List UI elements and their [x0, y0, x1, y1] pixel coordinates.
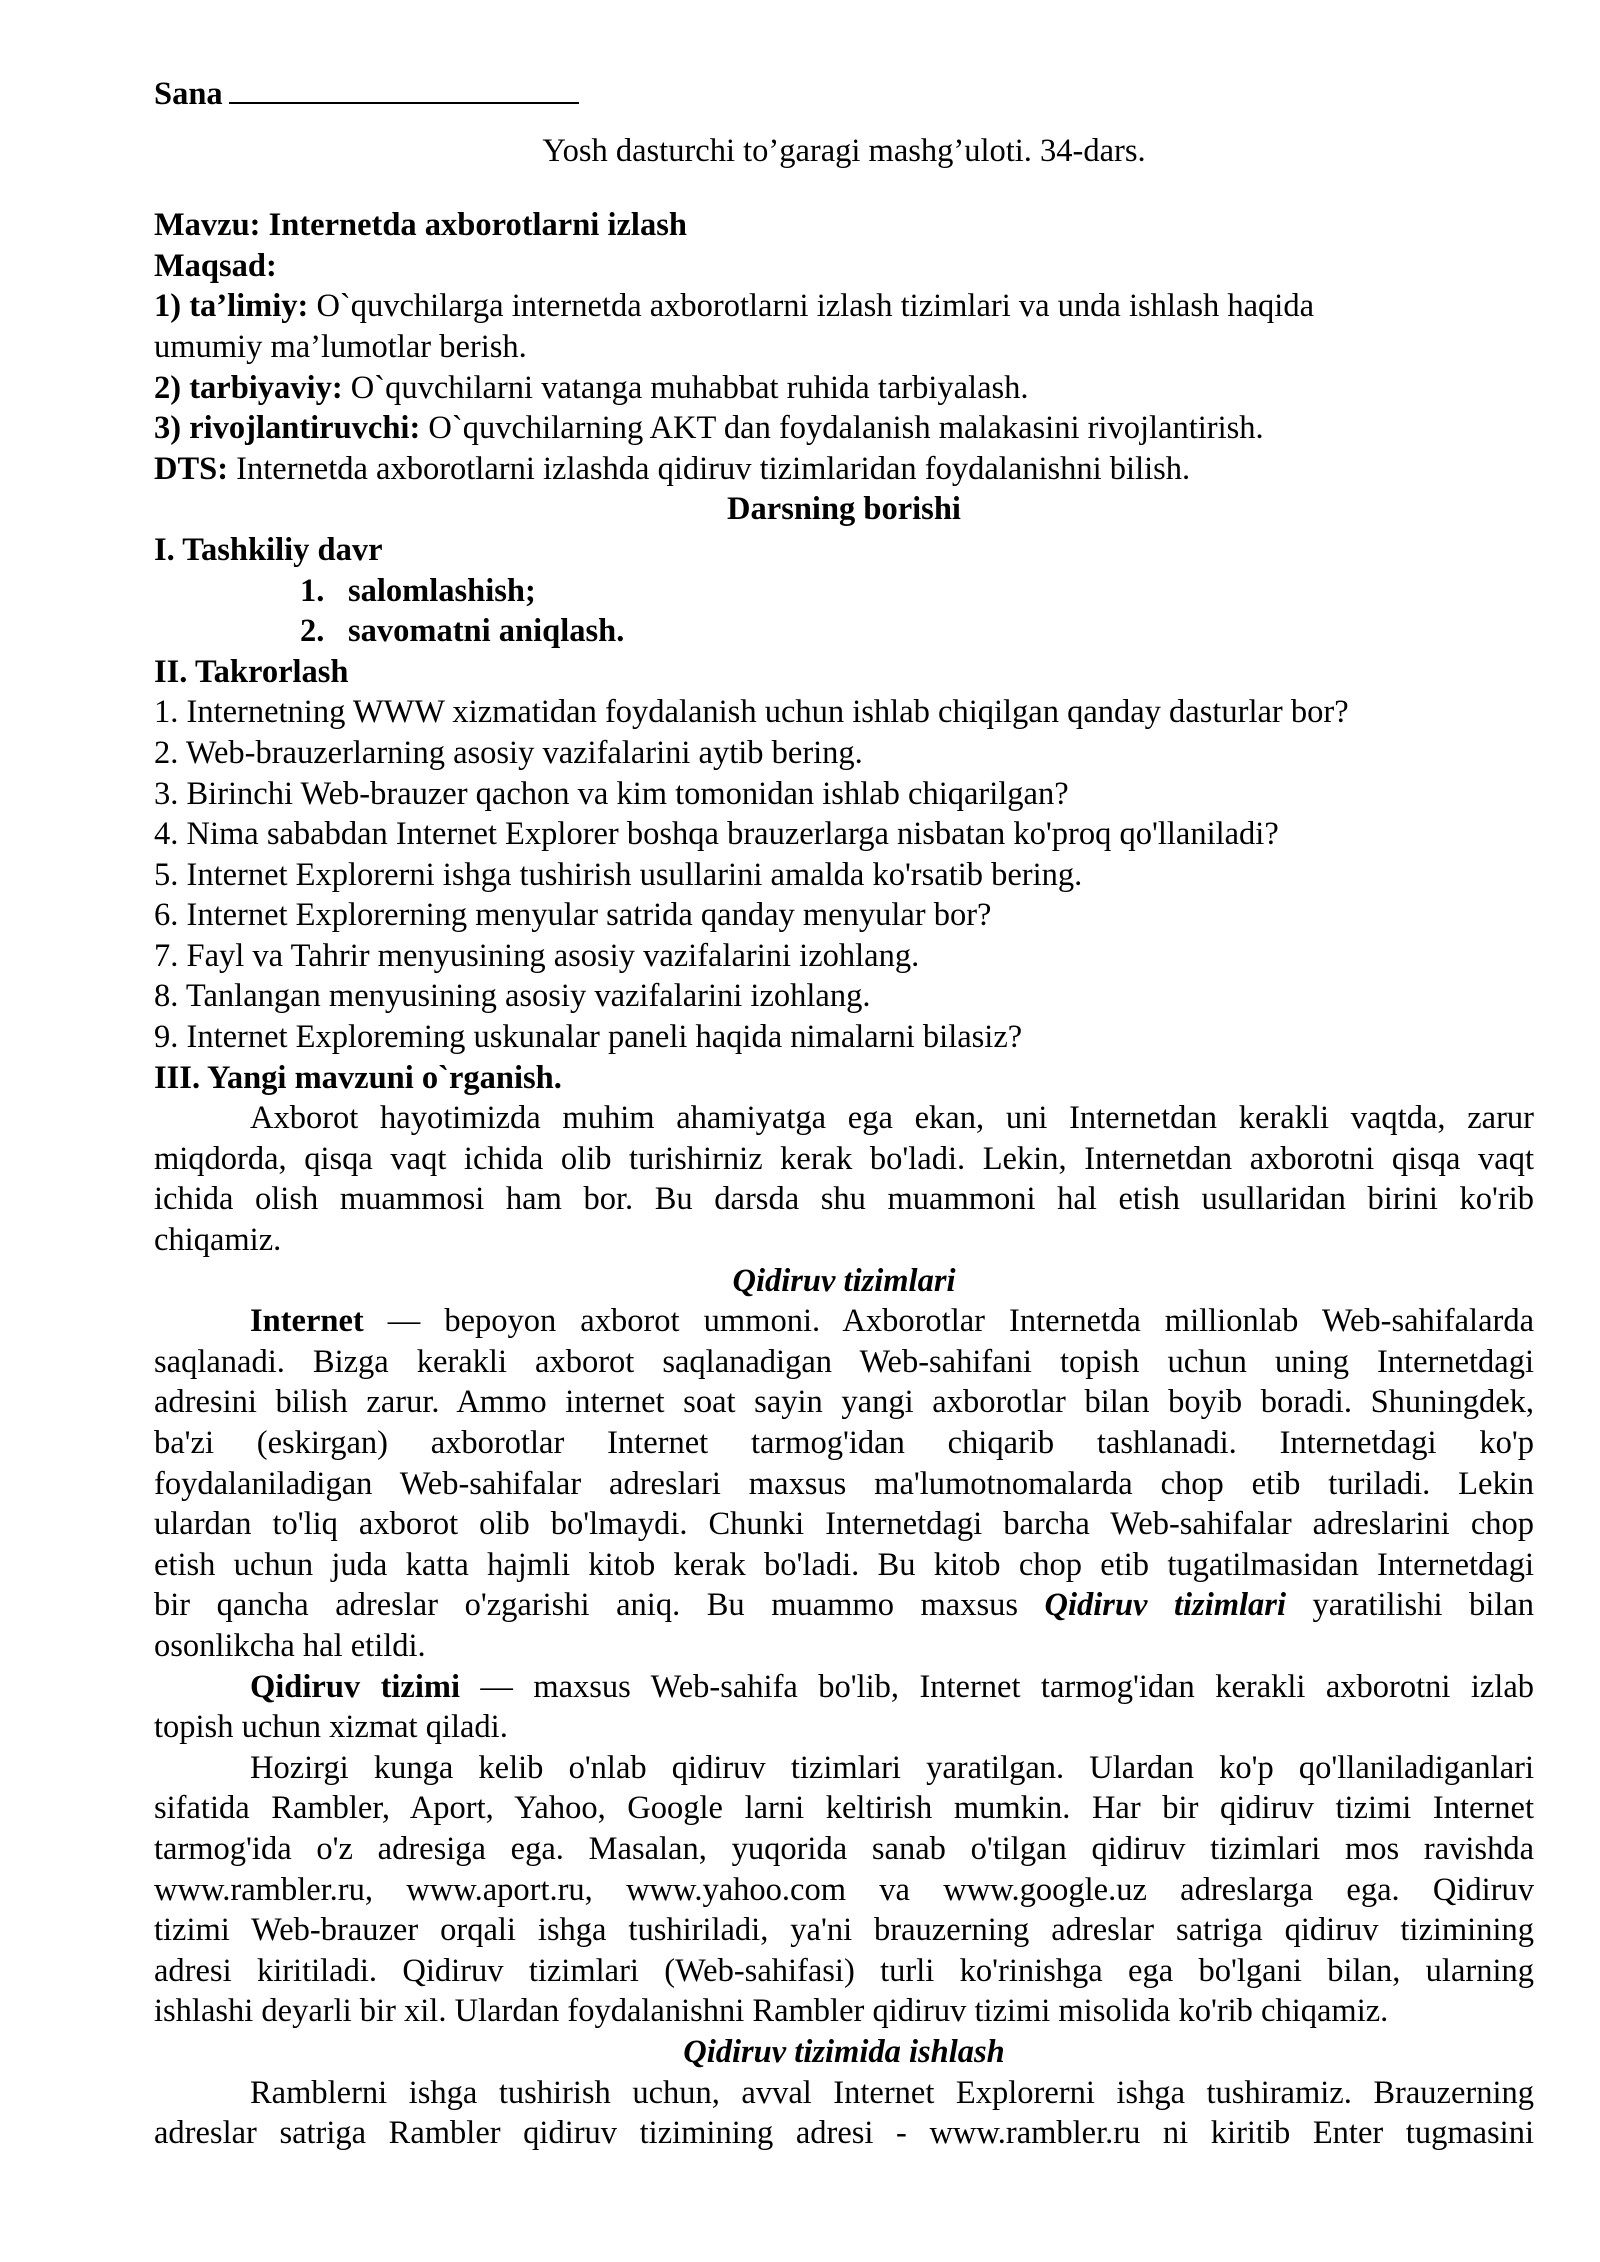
paragraph-line: etish uchun juda katta hajmli kitob kerak bo'ladi. Bu kitob chop etib tugatilmasidan Internetdagi: [154, 1546, 1534, 1583]
subtitle-search-systems: Qidiruv tizimlari: [732, 1262, 956, 1299]
lesson-progress-heading: Darsning borishi: [727, 491, 961, 528]
paragraph-line: www.rambler.ru, www.aport.ru, www.yahoo.com va www.google.uz adreslarga ega. Qidiruv: [154, 1871, 1534, 1908]
document-page: [154, 74, 1534, 2154]
lesson-header: Yosh dasturchi to’garagi mashg’uloti. 34-dars.: [542, 132, 1146, 169]
paragraph-text: yaratilishi bilan: [1285, 1587, 1534, 1624]
paragraph-line: Hozirgi kunga kelib o'nlab qidiruv tizimlari yaratilgan. Ulardan ko'p qo'llaniladiganlari: [250, 1749, 1534, 1786]
goal-educational: [154, 286, 1534, 327]
date-blank: [229, 74, 579, 104]
section-review-title: II. Takrorlash: [154, 653, 349, 690]
term-search-system: Qidiruv tizimi: [250, 1668, 460, 1705]
paragraph-line: topish uchun xizmat qiladi.: [154, 1709, 508, 1746]
review-question: 2. Web-brauzerlarning asosiy vazifalarini aytib bering.: [154, 734, 863, 771]
paragraph-line: adreslar satriga Rambler qidiruv tizimining adresi - www.rambler.ru ni kiritib Enter tugmasini: [154, 2115, 1534, 2152]
paragraph-line: adresi kiritiladi. Qidiruv tizimlari (Web-sahifasi) turli ko'rinishga ega bo'lgani bilan, ularning: [154, 1952, 1534, 1989]
term-search-systems: Qidiruv tizimlari: [1044, 1587, 1286, 1624]
paragraph-line: ulardan to'liq axborot olib bo'lmaydi. Chunki Internetdagi barcha Web-sahifalar adreslarini chop: [154, 1506, 1534, 1543]
paragraph-line: [154, 1667, 1534, 1708]
review-question: 7. Fayl va Tahrir menyusining asosiy vazifalarini izohlang.: [154, 937, 920, 974]
review-question: 5. Internet Explorerni ishga tushirish usullarini amalda ko'rsatib bering.: [154, 856, 1083, 893]
goal-upbringing: [154, 368, 1534, 409]
goal-developmental: [154, 408, 1534, 449]
paragraph-line: [154, 1585, 1534, 1626]
paragraph-line: saqlanadi. Bizga kerakli axborot saqlanadigan Web-sahifani topish uchun uning Internetdagi: [154, 1343, 1534, 1380]
paragraph-line: sifatida Rambler, Aport, Yahoo, Google larni keltirish mumkin. Har bir qidiruv tizimi Internet: [154, 1790, 1534, 1827]
list-item-number: 2.: [300, 613, 325, 650]
paragraph-line: tarmog'ida o'z adresiga ega. Masalan, yuqorida sanab o'tilgan qidiruv tizimlari mos ravishda: [154, 1830, 1534, 1867]
term-internet: Internet: [250, 1303, 364, 1340]
search-systems-paragraph: [154, 1748, 1534, 2032]
intro-paragraph: [154, 1098, 1534, 1260]
list-item-text: salomlashish;: [348, 572, 536, 609]
goal-developmental-text: O`quvchilarning AKT dan foydalanish malakasini rivojlantirish.: [420, 410, 1264, 447]
list-item: [154, 571, 1534, 612]
review-question: 8. Tanlangan menyusining asosiy vazifalarini izohlang.: [154, 978, 871, 1015]
section-organizational-title: I. Tashkiliy davr: [154, 531, 383, 568]
goal-upbringing-label: 2) tarbiyaviy:: [154, 369, 343, 406]
paragraph-line: ichida olish muammosi ham bor. Bu darsda shu muammoni hal etish usullaridan birini ko'rib: [154, 1181, 1534, 1218]
paragraph-line: chiqamiz.: [154, 1222, 282, 1259]
topic-line: Mavzu: Internetda axborotlarni izlash: [154, 207, 687, 244]
paragraph-line: Axborot hayotimizda muhim ahamiyatga ega ekan, uni Internetdan kerakli vaqtda, zarur: [250, 1100, 1534, 1137]
review-question: 9. Internet Exploreming uskunalar paneli haqida nimalarni bilasiz?: [154, 1019, 1023, 1056]
goal-dts-text: Internetda axborotlarni izlashda qidiruv tizimlaridan foydalanishni bilish.: [228, 450, 1191, 487]
paragraph-line: miqdorda, qisqa vaqt ichida olib turishirniz kerak bo'ladi. Lekin, Internetdan axborotni qisqa vaqt: [154, 1140, 1534, 1177]
rambler-paragraph: [154, 2073, 1534, 2154]
review-question: 6. Internet Explorerning menyular satrida qanday menyular bor?: [154, 897, 992, 934]
date-label: Sana: [154, 76, 223, 112]
paragraph-line: ba'zi (eskirgan) axborotlar Internet tarmog'idan chiqarib tashlanadi. Internetdagi ko'p: [154, 1425, 1534, 1461]
paragraph-line: ishlashi deyarli bir xil. Ulardan foydalanishni Rambler qidiruv tizimi misolida ko'rib chiqamiz.: [154, 1993, 1389, 2030]
search-system-definition: [154, 1667, 1534, 1748]
paragraph-text: — bepoyon axborot ummoni. Axborotlar Internetda millionlab Web-sahifalarda: [363, 1303, 1534, 1340]
date-line: [154, 74, 1534, 115]
list-item-number: 1.: [300, 572, 325, 609]
goal-heading: Maqsad:: [154, 247, 277, 284]
paragraph-line: adresini bilish zarur. Ammo internet soat sayin yangi axborotlar bilan boyib boradi. Shuningdek,: [154, 1384, 1534, 1421]
subtitle-working-in-search: Qidiruv tizimida ishlash: [683, 2033, 1005, 2070]
goal-educational-text: O`quvchilarga internetda axborotlarni izlash tizimlari va unda ishlash haqida: [308, 288, 1315, 325]
paragraph-text: bir qancha adreslar o'zgarishi aniq. Bu muammo maxsus: [154, 1587, 1045, 1624]
paragraph-text: — maxsus Web-sahifa bo'lib, Internet tarmog'idan kerakli axborotni izlab: [460, 1668, 1534, 1705]
review-question: 4. Nima sababdan Internet Explorer boshqa brauzerlarga nisbatan ko'proq qo'llaniladi?: [154, 816, 1279, 853]
paragraph-line: osonlikcha hal etildi.: [154, 1627, 426, 1664]
section-new-topic-title: III. Yangi mavzuni o`rganish.: [154, 1059, 562, 1096]
internet-paragraph: [154, 1301, 1534, 1666]
paragraph-line: Ramblerni ishga tushirish uchun, avval Internet Explorerni ishga tushiramiz. Brauzerning: [250, 2074, 1534, 2111]
list-item-text: savomatni aniqlash.: [348, 613, 625, 650]
goal-developmental-label: 3) rivojlantiruvchi:: [154, 410, 421, 447]
goal-dts: [154, 449, 1534, 490]
goal-dts-label: DTS:: [154, 450, 229, 487]
goal-educational-label: 1) ta’limiy:: [154, 288, 309, 325]
goal-educational-cont: umumiy ma’lumotlar berish.: [154, 328, 527, 365]
goal-upbringing-text: O`quvchilarni vatanga muhabbat ruhida tarbiyalash.: [342, 369, 1029, 406]
paragraph-line: foydalaniladigan Web-sahifalar adreslari maxsus ma'lumotnomalarda chop etib turiladi. Lekin: [154, 1465, 1534, 1502]
paragraph-line: tizimi Web-brauzer orqali ishga tushiriladi, ya'ni brauzerning adreslar satriga qidiruv tizimining: [154, 1912, 1534, 1949]
paragraph-line: [154, 1301, 1534, 1342]
list-item: [154, 611, 1534, 652]
review-question: 1. Internetning WWW xizmatidan foydalanish uchun ishlab chiqilgan qanday dasturlar bor?: [154, 694, 1349, 731]
review-question: 3. Birinchi Web-brauzer qachon va kim tomonidan ishlab chiqarilgan?: [154, 775, 1069, 812]
